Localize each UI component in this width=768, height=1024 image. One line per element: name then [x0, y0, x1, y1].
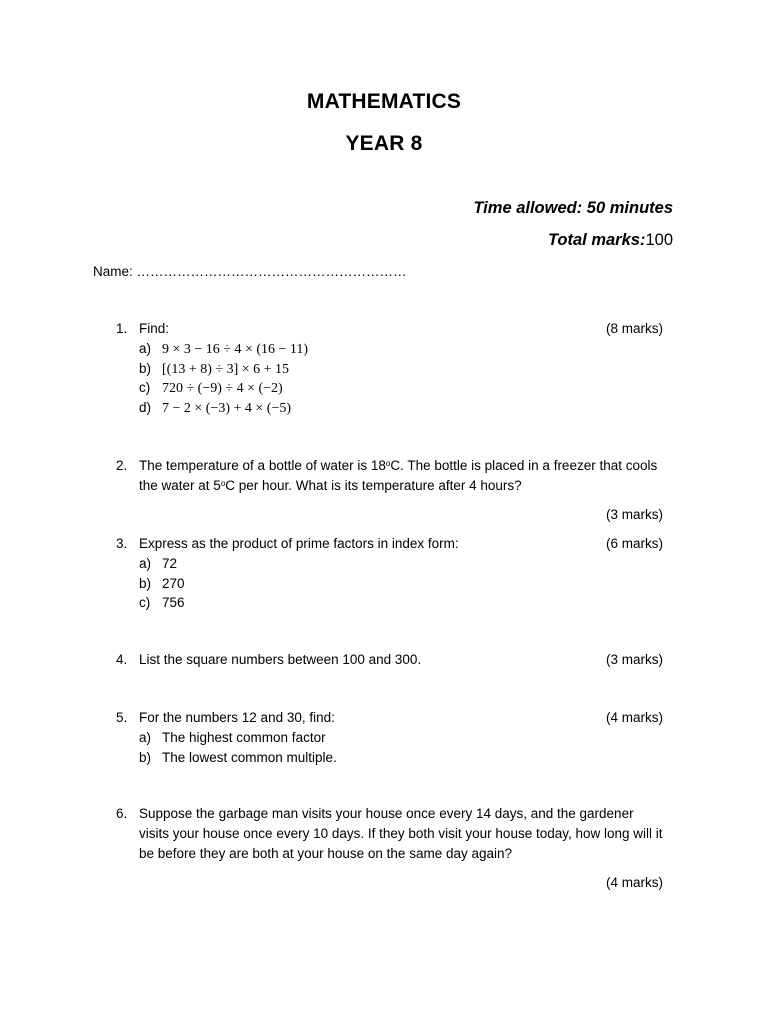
- time-allowed: [473, 199, 673, 218]
- time-allowed-label: Time allowed: 50 minutes: [473, 199, 673, 217]
- sub-expression: [(13 + 8) ÷ 3] × 6 + 15: [162, 361, 290, 377]
- sub-label: a): [139, 556, 152, 571]
- text-segment: The temperature of a bottle of water is 18: [139, 458, 386, 473]
- subject-title: MATHEMATICS: [306, 90, 462, 113]
- sub-label: c): [139, 380, 151, 395]
- question-marks: (4 marks): [606, 875, 663, 890]
- total-marks-label: Total marks:: [547, 231, 646, 249]
- question-5: [116, 708, 663, 767]
- degree-mark: o: [220, 479, 226, 488]
- question-text: For the numbers 12 and 30, find:: [139, 710, 335, 725]
- sub-question: [139, 574, 663, 594]
- question-text: Suppose the garbage man visits your house once every 14 days, and the gardener visits your house once every 10 days. If they both visit your house today, how long will it be before they are both at your house on the same day again?: [139, 806, 663, 861]
- question-number: 1.: [116, 321, 128, 336]
- sub-label: b): [139, 575, 152, 591]
- sub-question: [139, 359, 663, 379]
- question-marks: (4 marks): [606, 710, 663, 725]
- name-field: Name: ……………………………………………………: [93, 264, 407, 279]
- question-text: Find:: [139, 321, 170, 336]
- question-3: [116, 534, 663, 613]
- question-1: [116, 319, 663, 417]
- sub-question: [139, 728, 663, 748]
- sub-expression: 72: [162, 556, 178, 571]
- question-marks: (6 marks): [606, 536, 663, 551]
- sub-label: a): [139, 730, 152, 745]
- sub-expression: 270: [162, 575, 185, 591]
- sub-label: d): [139, 399, 152, 415]
- sub-expression: 756: [162, 595, 185, 610]
- question-number: 4.: [116, 652, 128, 667]
- sub-question: [139, 378, 663, 398]
- question-marks: (8 marks): [606, 321, 663, 336]
- degree-mark: o: [385, 459, 391, 468]
- sub-label: c): [139, 595, 151, 610]
- sub-question: [139, 593, 663, 613]
- sub-expression: The highest common factor: [162, 730, 326, 745]
- sub-question: [139, 339, 663, 359]
- sub-label: b): [139, 749, 152, 765]
- question-4: [116, 650, 663, 670]
- sub-expression: The lowest common multiple.: [162, 749, 337, 765]
- question-number: 2.: [116, 458, 128, 473]
- sub-label: b): [139, 360, 152, 376]
- sub-question: [139, 398, 663, 418]
- sub-expression: 720 ÷ (−9) ÷ 4 × (−2): [162, 381, 283, 396]
- question-text: [139, 456, 663, 496]
- question-6: [116, 804, 663, 893]
- text-segment: C per hour. What is its temperature after 4 hours?: [225, 478, 522, 493]
- sub-expression: 7 − 2 × (−3) + 4 × (−5): [162, 400, 292, 416]
- question-number: 3.: [116, 536, 128, 551]
- question-2: [116, 456, 663, 525]
- text-segment: C. The bottle is placed in a freezer that cools the water at 5: [139, 458, 658, 493]
- total-marks: [548, 231, 673, 250]
- sub-question: [139, 554, 663, 574]
- question-marks: (3 marks): [606, 507, 663, 522]
- question-text: List the square numbers between 100 and 300.: [139, 652, 422, 667]
- total-marks-value: 100: [645, 231, 673, 249]
- question-marks: (3 marks): [606, 652, 663, 667]
- question-number: 6.: [116, 806, 128, 821]
- question-text: Express as the product of prime factors in index form:: [139, 536, 459, 551]
- sub-question: [139, 748, 663, 768]
- question-number: 5.: [116, 710, 128, 725]
- year-title: YEAR 8: [345, 132, 423, 155]
- sub-expression: 9 × 3 − 16 ÷ 4 × (16 − 11): [162, 342, 309, 357]
- sub-label: a): [139, 341, 152, 356]
